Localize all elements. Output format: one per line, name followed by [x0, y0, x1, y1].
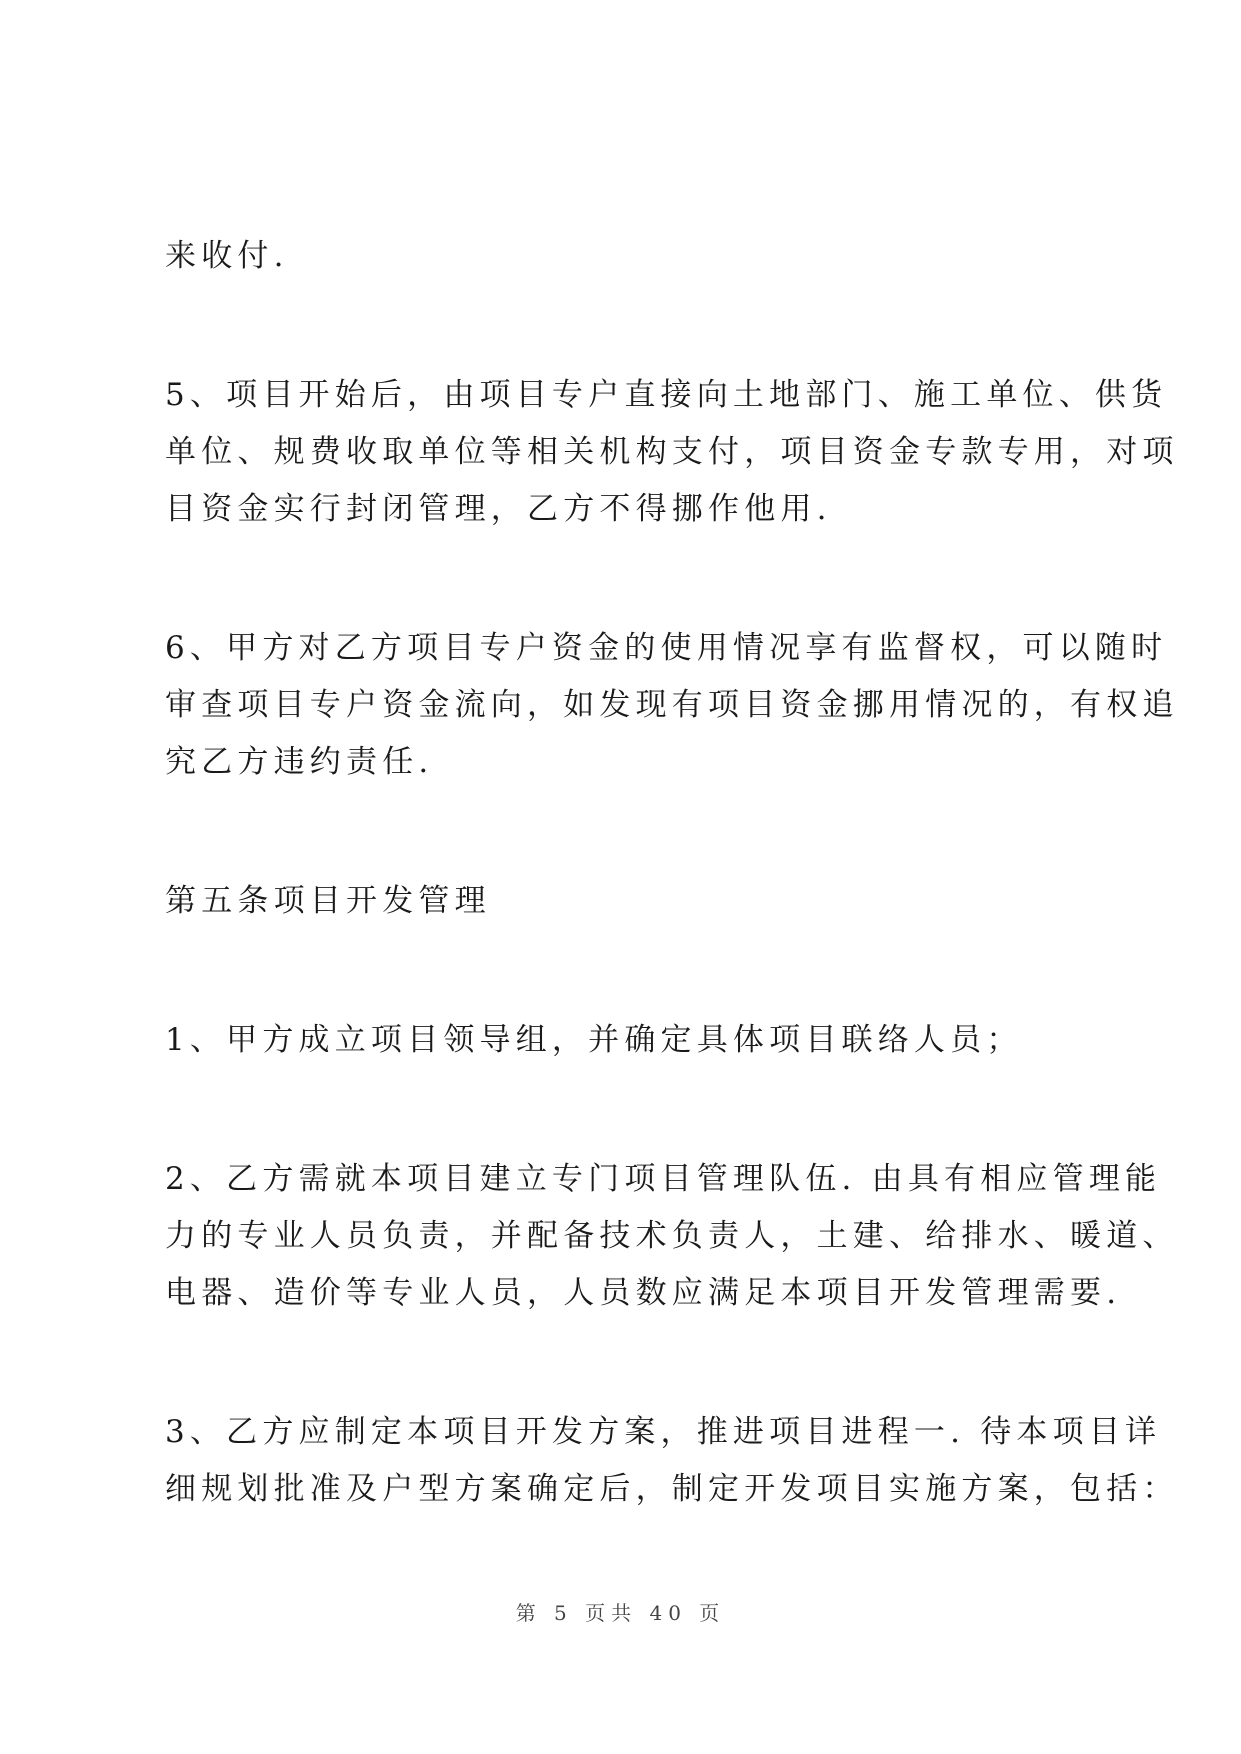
text-line: 电器、造价等专业人员，人员数应满足本项目开发管理需要. [165, 1275, 1122, 1311]
paragraph-item-5 [165, 367, 1179, 538]
text-line: 目资金实行封闭管理，乙方不得挪作他用. [165, 491, 832, 527]
text-line: 5、项目开始后，由项目专户直接向土地部门、施工单位、供货 [165, 377, 1168, 413]
text-line: 力的专业人员负责，并配备技术负责人，土建、给排水、暖道、 [165, 1218, 1179, 1254]
page-number-footer: 第 5 页共 40 页 [515, 1601, 726, 1625]
text-line: 来收付. [165, 238, 289, 274]
text-line: 1、甲方成立项目领导组，并确定具体项目联络人员； [165, 1022, 1023, 1058]
text-line: 细规划批准及户型方案确定后，制定开发项目实施方案，包括： [165, 1471, 1179, 1507]
section-heading [165, 873, 1095, 930]
paragraph-item-2 [165, 1151, 1179, 1322]
text-line: 究乙方违约责任. [165, 744, 434, 780]
text-line: 3、乙方应制定本项目开发方案，推进项目进程一. 待本项目详 [165, 1414, 1162, 1450]
paragraph-item-6 [165, 620, 1179, 791]
paragraph-item-3 [165, 1404, 1179, 1518]
paragraph-item-1 [165, 1012, 1095, 1069]
text-line: 6、甲方对乙方项目专户资金的使用情况享有监督权，可以随时 [165, 630, 1168, 666]
text-line: 2、乙方需就本项目建立专门项目管理队伍. 由具有相应管理能 [165, 1161, 1162, 1197]
document-body [165, 228, 1179, 1518]
text-line: 单位、规费收取单位等相关机构支付，项目资金专款专用，对项 [165, 434, 1179, 470]
paragraph-continuation [165, 228, 1095, 285]
text-line: 审查项目专户资金流向，如发现有项目资金挪用情况的，有权追 [165, 687, 1179, 723]
text-line: 第五条项目开发管理 [165, 883, 491, 919]
